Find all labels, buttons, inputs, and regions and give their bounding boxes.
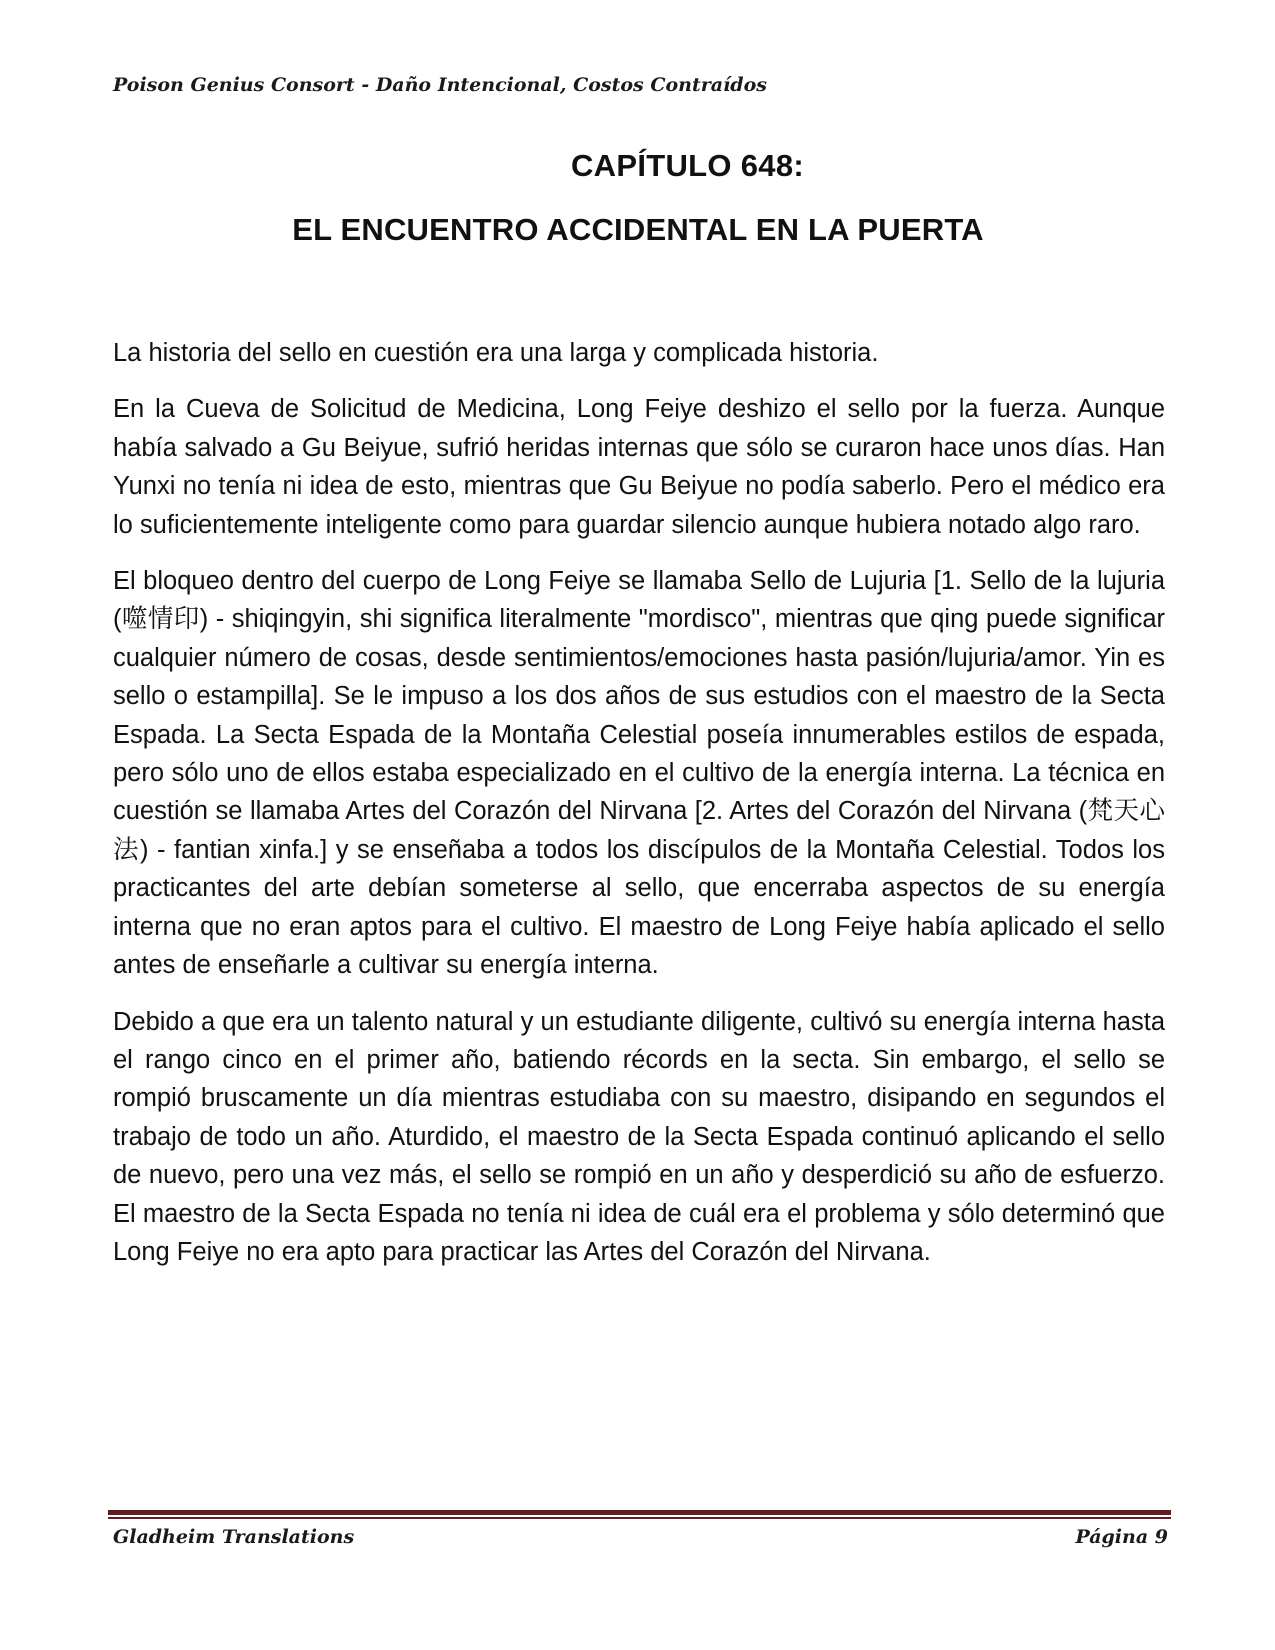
- paragraph-3: El bloqueo dentro del cuerpo de Long Feiye se llamaba Sello de Lujuria [1. Sello de la lujuria (噬情印) - shiqingyin, shi significa literalmente "mordisco", mientras que qing puede significar cualquier número de cosas, desde sentimientos/emociones hasta pasión/lujuria/amor. Yin es sello o estampilla]. Se le impuso a los dos años de sus estudios con el maestro de la Secta Espada. La Secta Espada de la Montaña Celestial poseía innumerables estilos de espada, pero sólo uno de ellos estaba especializado en el cultivo de la energía interna. La técnica en cuestión se llamaba Artes del Corazón del Nirvana [2. Artes del Corazón del Nirvana (梵天心法) - fantian xinfa.] y se enseñaba a todos los discípulos de la Montaña Celestial. Todos los practicantes del arte debían someterse al sello, que encerraba aspectos de su energía interna que no eran aptos para el cultivo. El maestro de Long Feiye había aplicado el sello antes de enseñarle a cultivar su energía interna.: [113, 567, 1165, 980]
- footer-divider: [108, 1510, 1171, 1519]
- chapter-number: CAPÍTULO 648:: [571, 148, 804, 183]
- paragraph-2: En la Cueva de Solicitud de Medicina, Long Feiye deshizo el sello por la fuerza. Aunque había salvado a Gu Beiyue, sufrió heridas internas que sólo se curaron hace unos días. Han Yunxi no tenía ni idea de esto, mientras que Gu Beiyue no podía saberlo. Pero el médico era lo suficientemente inteligente como para guardar silencio aunque hubiera notado algo raro.: [113, 395, 1165, 539]
- chapter-title: EL ENCUENTRO ACCIDENTAL EN LA PUERTA: [292, 212, 984, 247]
- running-header: Poison Genius Consort - Daño Intencional, Costos Contraídos: [113, 74, 767, 96]
- paragraph-4: Debido a que era un talento natural y un estudiante diligente, cultivó su energía interna hasta el rango cinco en el primer año, batiendo récords en la secta. Sin embargo, el sello se rompió bruscamente un día mientras estudiaba con su maestro, disipando en segundos el trabajo de todo un año. Aturdido, el maestro de la Secta Espada continuó aplicando el sello de nuevo, pero una vez más, el sello se rompió en un año y desperdició su año de esfuerzo. El maestro de la Secta Espada no tenía ni idea de cuál era el problema y sólo determinó que Long Feiye no era apto para practicar las Artes del Corazón del Nirvana.: [113, 1007, 1165, 1266]
- footer-publisher: Gladheim Translations: [113, 1526, 355, 1548]
- paragraph-1: La historia del sello en cuestión era una larga y complicada historia.: [113, 339, 879, 367]
- footer-page-number: Página 9: [1075, 1526, 1168, 1548]
- chapter-body: [113, 334, 1165, 1289]
